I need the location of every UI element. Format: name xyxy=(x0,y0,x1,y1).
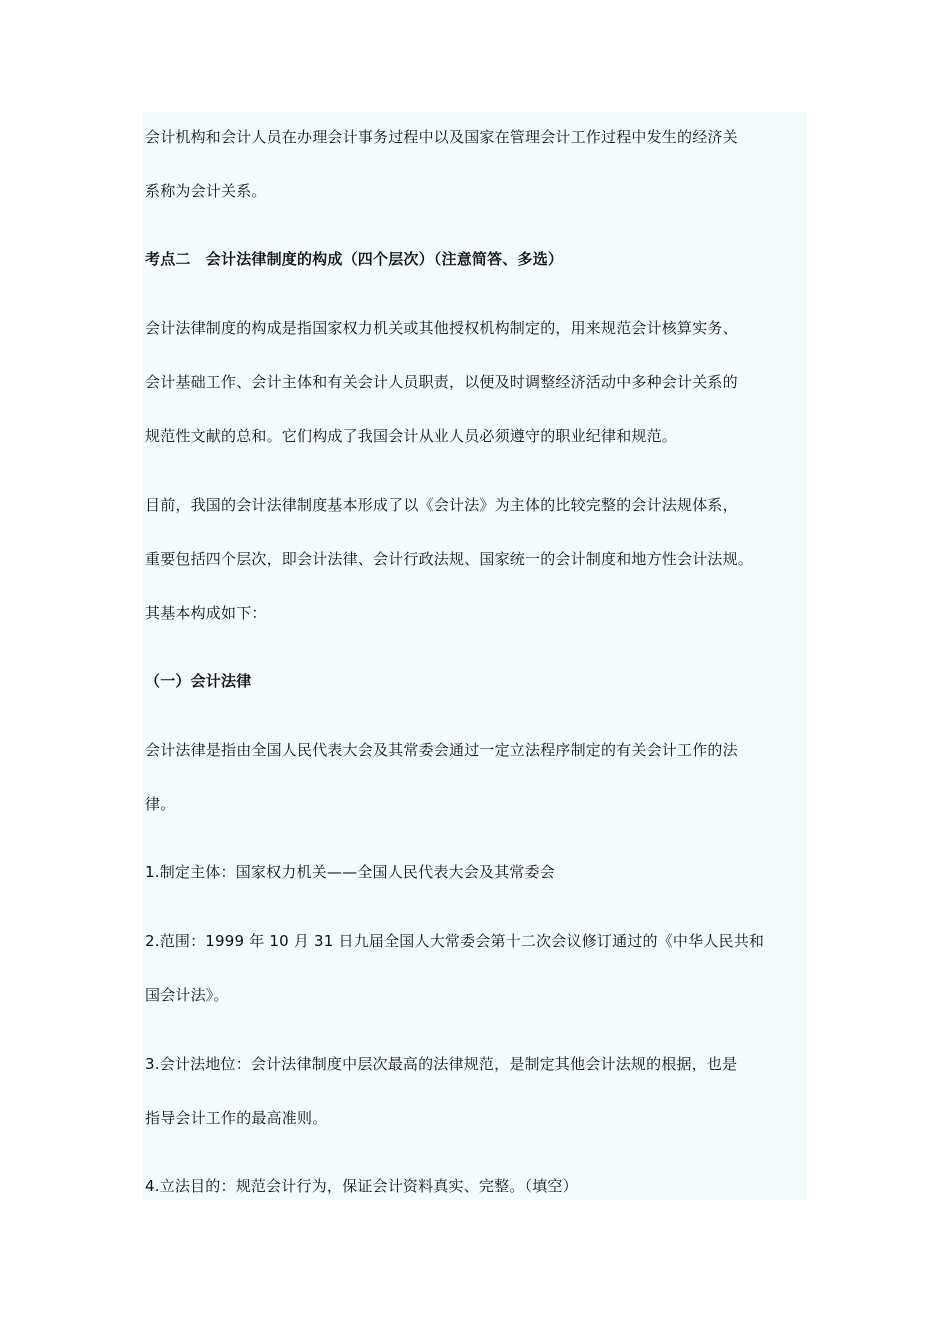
intro-line-2: 系称为会计关系。 xyxy=(145,182,267,200)
item-1: 1.制定主体：国家权力机关——全国人民代表大会及其常委会 xyxy=(145,863,555,881)
para1-line-3: 规范性文献的总和。它们构成了我国会计从业人员必须遵守的职业纪律和规范。 xyxy=(145,427,678,445)
item-3-line-2: 指导会计工作的最高准则。 xyxy=(145,1109,328,1127)
content-panel xyxy=(143,112,807,1200)
item-3-line-1: 3.会计法地位：会计法律制度中层次最高的法律规范，是制定其他会计法规的根据，也是 xyxy=(145,1055,738,1073)
subheading: （一）会计法律 xyxy=(145,672,252,690)
section-heading: 考点二 会计法律制度的构成（四个层次）（注意简答、多选） xyxy=(145,250,564,268)
item-4: 4.立法目的：规范会计行为，保证会计资料真实、完整。（填空） xyxy=(145,1177,578,1195)
intro-line-1: 会计机构和会计人员在办理会计事务过程中以及国家在管理会计工作过程中发生的经济关 xyxy=(145,128,738,146)
para3-line-2: 律。 xyxy=(145,795,176,813)
para1-line-1: 会计法律制度的构成是指国家权力机关或其他授权机构制定的，用来规范会计核算实务、 xyxy=(145,319,738,337)
para2-line-1: 目前，我国的会计法律制度基本形成了以《会计法》为主体的比较完整的会计法规体系， xyxy=(145,496,738,514)
para1-line-2: 会计基础工作、会计主体和有关会计人员职责，以便及时调整经济活动中多种会计关系的 xyxy=(145,373,738,391)
para3-line-1: 会计法律是指由全国人民代表大会及其常委会通过一定立法程序制定的有关会计工作的法 xyxy=(145,741,738,759)
para2-line-2: 重要包括四个层次，即会计法律、会计行政法规、国家统一的会计制度和地方性会计法规。 xyxy=(145,550,754,568)
item-2-line-1: 2.范围：1999 年 10 月 31 日九届全国人大常委会第十二次会议修订通过的《中华人民共和 xyxy=(145,932,765,950)
para2-line-3: 其基本构成如下： xyxy=(145,604,267,622)
item-2-line-2: 国会计法》。 xyxy=(145,986,229,1004)
